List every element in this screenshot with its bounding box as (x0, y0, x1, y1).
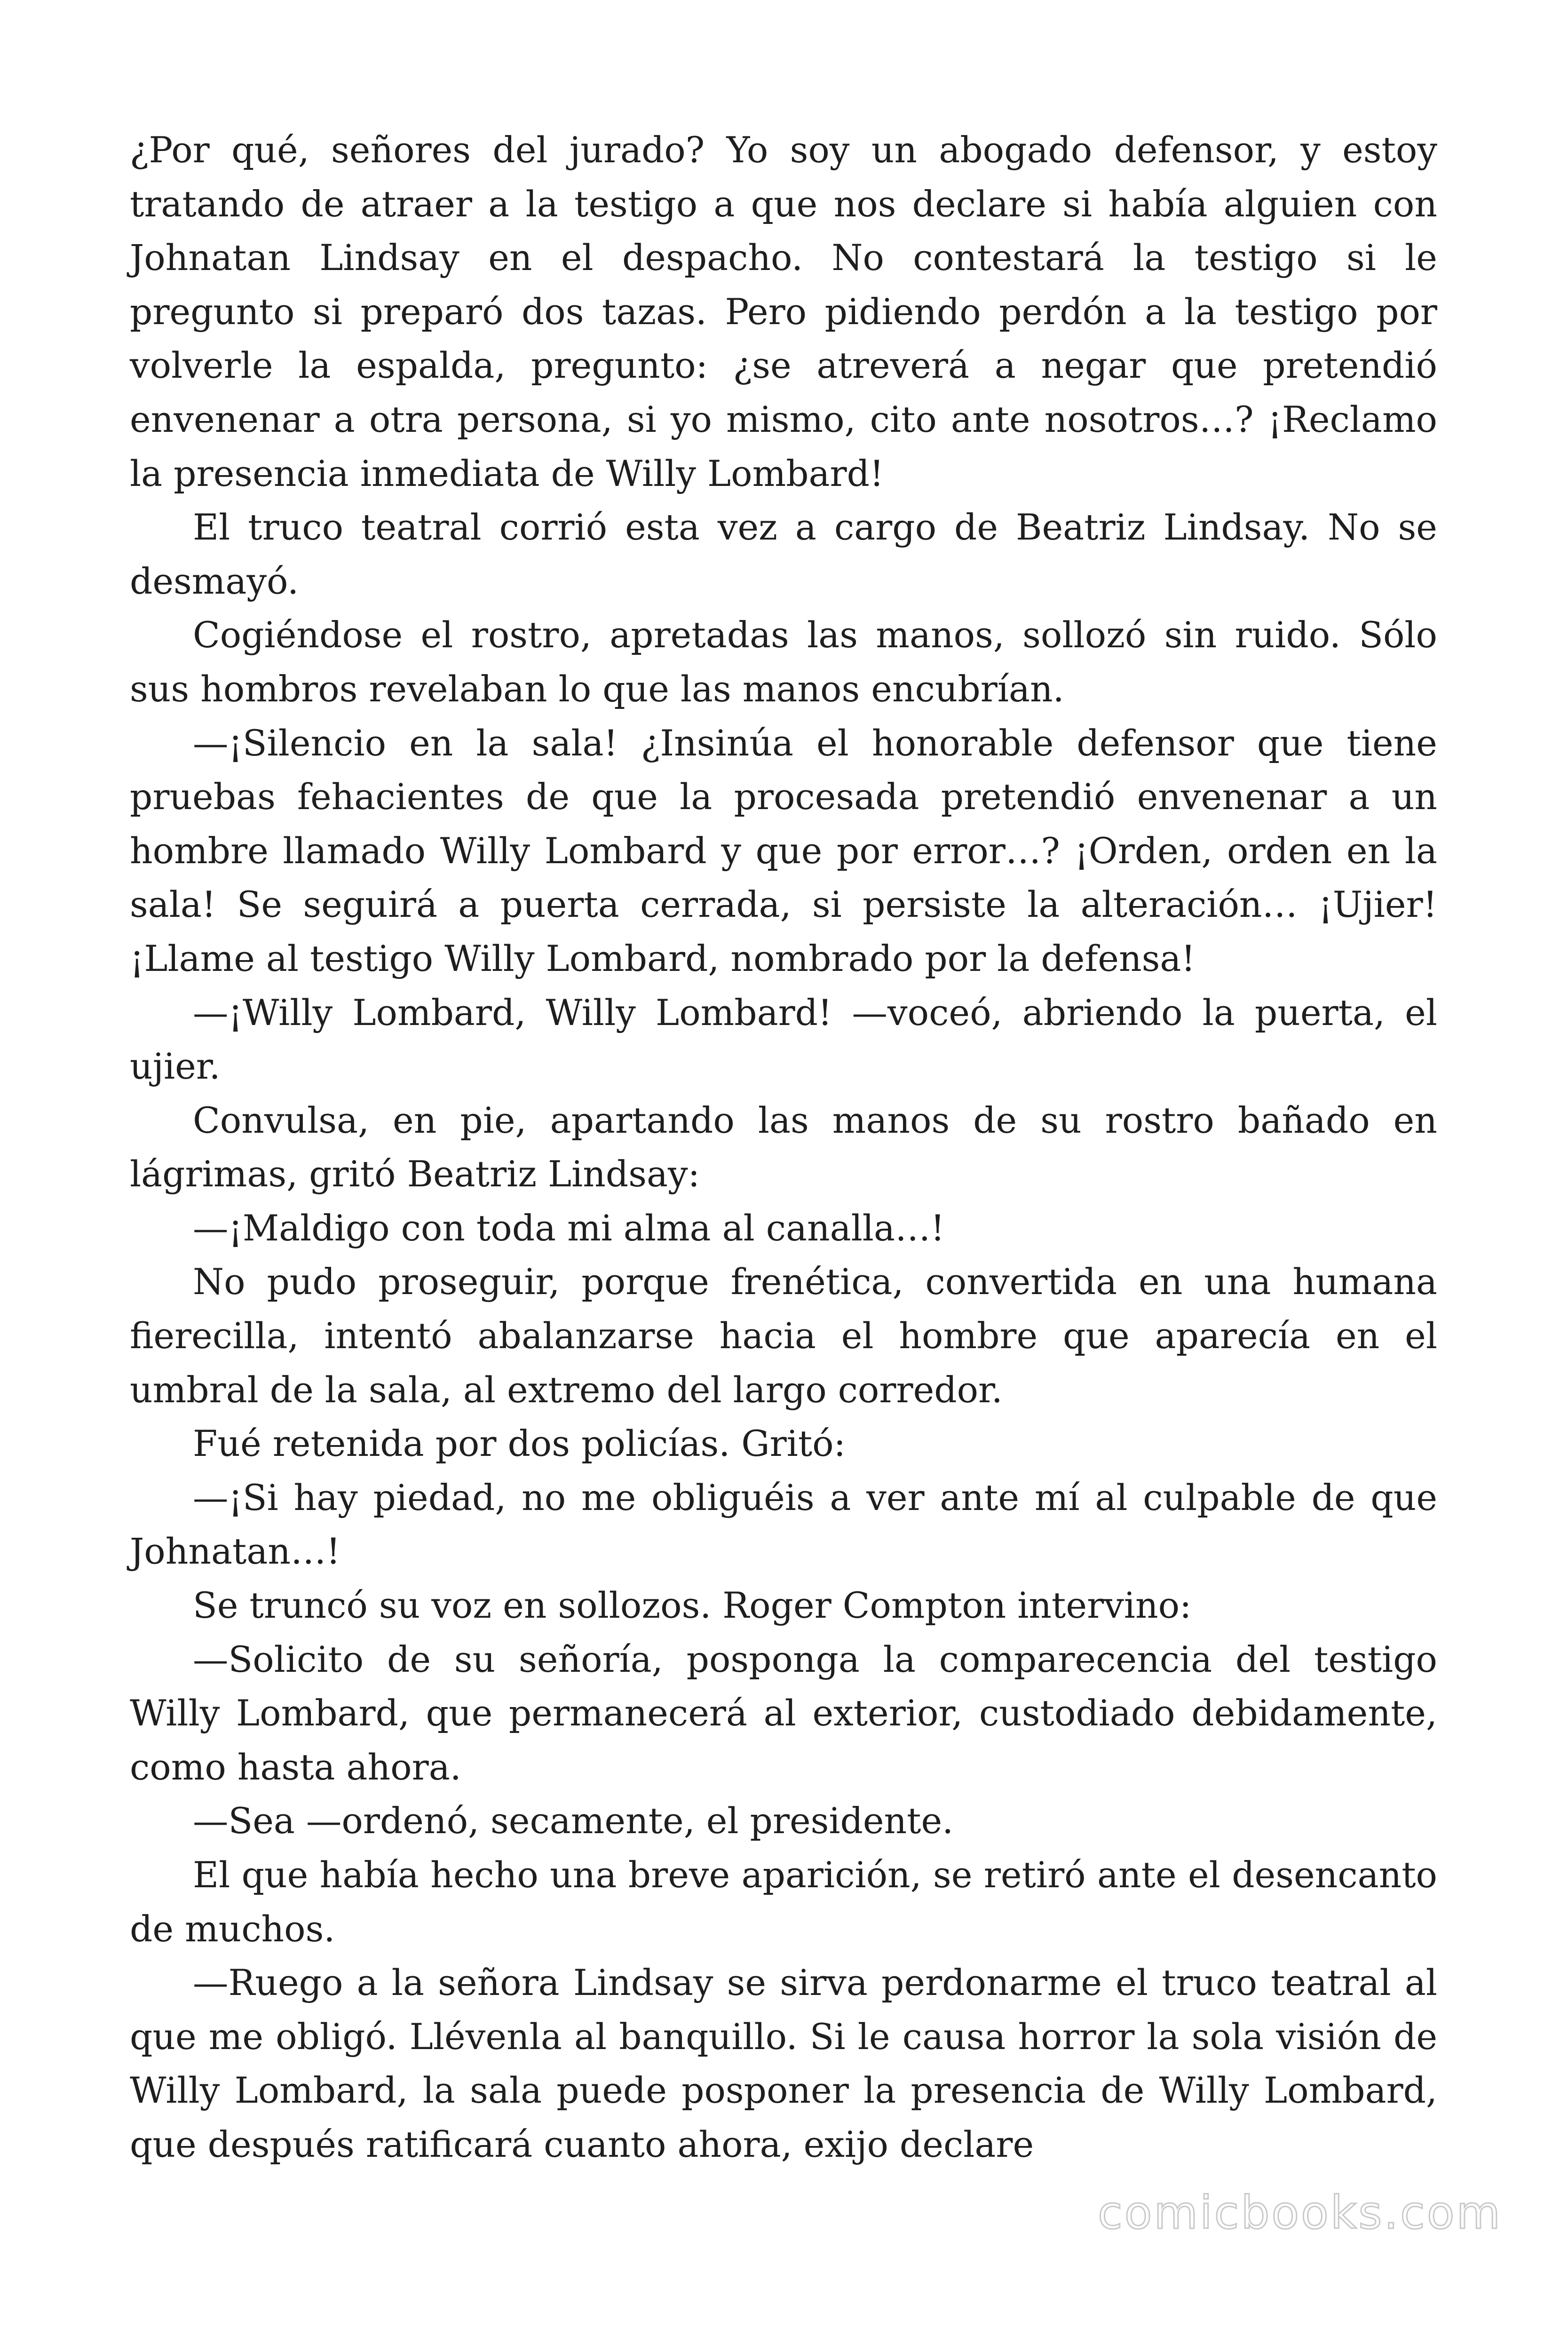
paragraph-2: El truco teatral corrió esta vez a cargo de Beatriz Lindsay. No se desmayó. (130, 507, 1437, 602)
paragraph-3: Cogiéndose el rostro, apretadas las manos, sollozó sin ruido. Sólo sus hombros revelaban lo que las manos encubrían. (130, 614, 1437, 710)
paragraph-12: —Solicito de su señoría, posponga la comparecencia del testigo Willy Lombard, que permanecerá al exterior, custodiado debidamente, como hasta ahora. (130, 1638, 1437, 1788)
paragraph-14: El que había hecho una breve aparición, se retiró ante el desencanto de muchos. (130, 1854, 1437, 1950)
page-text-body (130, 123, 1437, 2172)
paragraph-11: Se truncó su voz en sollozos. Roger Compton intervino: (193, 1585, 1192, 1627)
paragraph-13: —Sea —ordenó, secamente, el presidente. (193, 1800, 954, 1842)
paragraph-10: —¡Si hay piedad, no me obliguéis a ver ante mí al culpable de que Johnatan…! (130, 1477, 1437, 1573)
paragraph-15: —Ruego a la señora Lindsay se sirva perdonarme el truco teatral al que me obligó. Llévenla al banquillo. Si le causa horror la sola visión de Willy Lombard, la sala puede posponer la presencia de Willy Lombard, que después ratificará cuanto ahora, exijo declare (130, 1962, 1437, 2165)
paragraph-9: Fué retenida por dos policías. Gritó: (193, 1423, 846, 1465)
paragraph-7: —¡Maldigo con toda mi alma al canalla…! (193, 1207, 945, 1249)
paragraph-5: —¡Willy Lombard, Willy Lombard! —voceó, abriendo la puerta, el ujier. (130, 992, 1437, 1088)
paragraph-6: Convulsa, en pie, apartando las manos de su rostro bañado en lágrimas, gritó Beatriz Lindsay: (130, 1099, 1437, 1195)
paragraph-4: —¡Silencio en la sala! ¿Insinúa el honorable defensor que tiene pruebas fehacientes de que la procesada pretendió envenenar a un hombre llamado Willy Lombard y que por error…? ¡Orden, orden en la sala! Se seguirá a puerta cerrada, si persiste la alteración… ¡Ujier! ¡Llame al testigo Willy Lombard, nombrado por la defensa! (130, 722, 1437, 979)
paragraph-8: No pudo proseguir, porque frenética, convertida en una humana fierecilla, intentó abalanzarse hacia el hombre que aparecía en el umbral de la sala, al extremo del largo corredor. (130, 1261, 1437, 1411)
site-watermark: comicbooks.com (1097, 2186, 1502, 2239)
paragraph-1: ¿Por qué, señores del jurado? Yo soy un abogado defensor, y estoy tratando de atraer a la testigo a que nos declare si había alguien con Johnatan Lindsay en el despacho. No contestará la testigo si le pregunto si preparó dos tazas. Pero pidiendo perdón a la testigo por volverle la espalda, pregunto: ¿se atreverá a negar que pretendió envenenar a otra persona, si yo mismo, cito ante nosotros…? ¡Reclamo la presencia inmediata de Willy Lombard! (130, 129, 1437, 494)
